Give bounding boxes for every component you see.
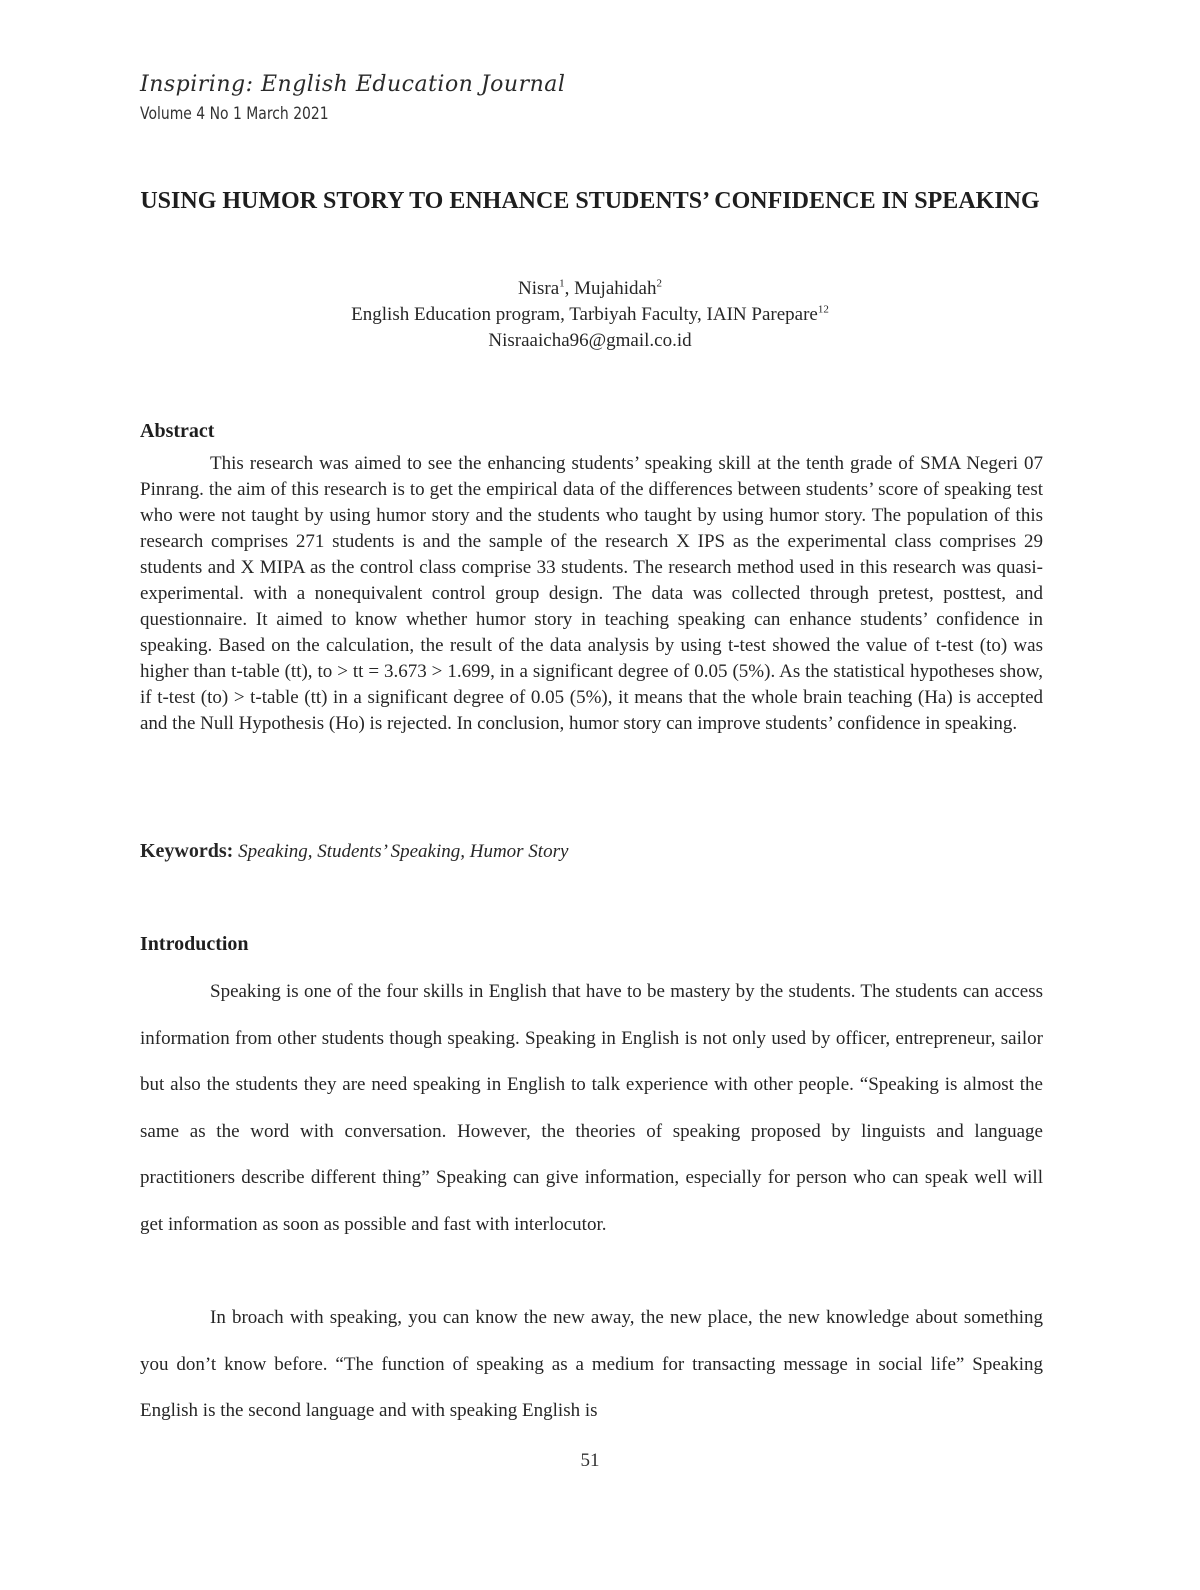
authors-block bbox=[140, 276, 1040, 354]
introduction-heading: Introduction bbox=[140, 933, 249, 955]
affiliation-mark: 12 bbox=[817, 303, 829, 316]
affiliation-line bbox=[140, 302, 1040, 328]
keywords bbox=[140, 840, 568, 863]
author-name: Nisra bbox=[518, 278, 560, 299]
author-affiliation-mark: 2 bbox=[656, 277, 662, 290]
abstract-text: This research was aimed to see the enhancing students’ speaking skill at the tenth grade of SMA Negeri 07 Pinrang. the aim of this research is to get the empirical data of the differences between students’ score of speaking test who were not taught by using humor story and the students who taught by using humor story. The population of this research comprises 271 students is and the sample of the research X IPS as the experimental class comprises 29 students and X MIPA as the control class comprise 33 students. The research method used in this research was quasi-experimental. with a nonequivalent control group design. The data was collected through pretest, posttest, and questionnaire. It aimed to know whether humor story in teaching speaking can enhance students’ confidence in speaking. Based on the calculation, the result of the data analysis by using t-test showed the value of t-test (to) was higher than t-table (tt), to > tt = 3.673 > 1.699, in a significant degree of 0.05 (5%). As the statistical hypotheses show, if t-test (to) > t-table (tt) in a significant degree of 0.05 (5%), it means that the whole brain teaching (Ha) is accepted and the Null Hypothesis (Ho) is rejected. In conclusion, humor story can improve students’ confidence in speaking. bbox=[140, 453, 1043, 734]
author-line bbox=[140, 276, 1040, 302]
author-name: Mujahidah bbox=[574, 278, 657, 299]
introduction-paragraph: Speaking is one of the four skills in English that have to be mastery by the students. The students can access information from other students though speaking. Speaking in English is not only used by officer, entrepreneur, sailor but also the students they are need speaking in English to talk experience with other people. “Speaking is almost the same as the word with conversation. However, the theories of speaking proposed by linguists and language practitioners describe different thing” Speaking can give information, especially for person who can speak well will get information as soon as possible and fast with interlocutor. bbox=[140, 981, 1043, 1235]
author-affiliation-mark: 1 bbox=[559, 277, 565, 290]
author-email: Nisraaicha96@gmail.co.id bbox=[488, 330, 692, 351]
journal-name: Inspiring: English Education Journal bbox=[140, 72, 566, 97]
paper-title: USING HUMOR STORY TO ENHANCE STUDENTS’ CONFIDENCE IN SPEAKING bbox=[140, 188, 1040, 214]
keywords-values: Speaking, Students’ Speaking, Humor Story bbox=[238, 841, 569, 862]
affiliation: English Education program, Tarbiyah Faculty, IAIN Parepare bbox=[351, 304, 818, 325]
abstract-heading: Abstract bbox=[140, 420, 215, 442]
introduction-paragraph: In broach with speaking, you can know the new away, the new place, the new knowledge about something you don’t know before. “The function of speaking as a medium for transacting message in social life” Speaking English is the second language and with speaking English is bbox=[140, 1307, 1043, 1421]
author-separator: , bbox=[564, 278, 575, 299]
journal-issue: Volume 4 No 1 March 2021 bbox=[140, 104, 329, 124]
keywords-label: Keywords: bbox=[140, 840, 234, 862]
page-number: 51 bbox=[580, 1450, 600, 1471]
